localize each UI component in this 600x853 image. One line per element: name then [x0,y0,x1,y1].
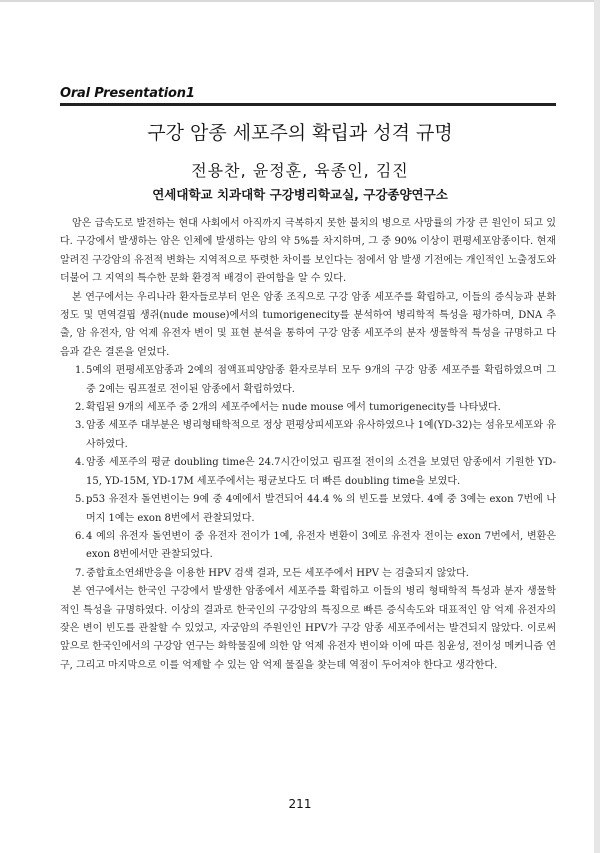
result-number: 2. [75,402,85,414]
results-list [60,362,556,583]
conclusion-paragraph: 본 연구에서는 한국인 구강에서 발생한 암종에서 세포주를 확립하고 이들의 병리 형태학적 특성과 분자 생물학적인 특성을 규명하였다. 이상의 결과로 한국인의 구강암의 특징으로 빠른 증식속도와 대표적인 암 억제 유전자의 잦은 변이 빈도를 관찰할 수 있었고, 자궁암의 주원인인 HPV가 구강 암종 세포주에서는 발견되지 않았다. 이로써 앞으로 한국인에서의 구강암 연구는 화학물질에 의한 암 억제 유전자 변이와 이에 따른 침윤성, 전이성 메커니즘 연구, 그리고 마지막으로 이를 억제할 수 있는 암 억제 물질을 찾는데 역점이 두어져야 한다고 생각한다. [60,586,556,671]
result-number: 4. [75,457,85,469]
result-text: 확립된 9개의 세포주 중 2개의 세포주에서는 nude mouse 에서 tumorigenecity를 나타냈다. [86,402,501,414]
paper-title: 구강 암종 세포주의 확립과 성격 규명 [147,122,453,144]
result-number: 6. [75,530,85,542]
result-item [60,417,556,454]
result-item [60,399,556,417]
result-number: 3. [75,420,85,432]
header-rule [60,103,556,106]
paper-authors: 전용찬, 윤정훈, 육종인, 김진 [191,161,409,180]
result-text: 암종 세포주의 평균 doubling time은 24.7시간이었고 림프절 전이의 소견을 보였던 암종에서 기원한 YD-15, YD-15M, YD-17M 세포주에서는 평균보다도 더 빠른 doubling time을 보였다. [86,457,556,487]
section-label: Oral Presentation1 [60,86,195,101]
result-item [60,528,556,565]
result-item [60,565,556,583]
abstract-body [60,215,556,675]
abstract-paragraph: 암은 급속도로 발전하는 현대 사회에서 아직까지 극복하지 못한 불치의 병으로 사망률의 가장 큰 원인이 되고 있다. 구강에서 발생하는 암은 인체에 발생하는 암의 약 5%를 차지하며, 그 중 90% 이상이 편평세포암종이다. 현재 알려진 구강암의 유전적 변화는 지역적으로 뚜렷한 차이를 보인다는 점에서 암 발생 기전에는 개인적인 노출정도와 더불어 그 지역의 특수한 문화 환경적 배경이 관여함을 알 수 있다. [60,218,556,285]
result-text: 4 예의 유전자 돌연변이 중 유전자 전이가 1예, 유전자 변환이 3예로 유전자 전이는 exon 7번에서, 변환은 exon 8번에서만 관찰되었다. [86,530,556,561]
abstract-paragraph: 본 연구에서는 우리나라 환자들로부터 얻은 암종 조직으로 구강 암종 세포주를 확립하고, 이들의 증식능과 분화정도 및 면역결핍 생쥐(nude mouse)에서의 tumorigenecity를 분석하여 병리학적 특성을 평가하며, DNA 추출, 암 유전자, 암 억제 유전자 변이 및 표현 분석을 통하여 구강 암종 세포주의 분자 생물학적 특성을 규명하고 다음과 같은 결론을 얻었다. [60,291,556,358]
result-text: p53 유전자 돌연변이는 9예 중 4예에서 발견되어 44.4 % 의 빈도를 보였다. 4예 중 3예는 exon 7번에 나머지 1예는 exon 8번에서 관찰되었다. [86,494,556,524]
result-item [60,454,556,491]
paper-affiliation: 연세대학교 치과대학 구강병리학교실, 구강종양연구소 [152,187,448,202]
result-number: 7. [75,567,85,579]
result-text: 암종 세포주 대부분은 병리형태학적으로 정상 편평상피세포와 유사하였으나 1예(YD-32)는 섬유모세포와 유사하였다. [86,420,556,450]
result-number: 5. [75,494,85,506]
result-text: 5예의 편평세포암종과 2예의 점액표피양암종 환자로부터 모두 9개의 구강 암종 세포주를 확립하였으며 그 중 2예는 림프절로 전이된 암종에서 확립하였다. [86,365,556,395]
result-item [60,362,556,399]
page-number: 211 [288,797,312,811]
result-number: 1. [75,365,85,377]
result-item [60,491,556,528]
result-text: 중합효소연쇄반응을 이용한 HPV 검색 결과, 모든 세포주에서 HPV 는 검출되지 않았다. [86,567,469,579]
page-top-edge [0,0,600,2]
